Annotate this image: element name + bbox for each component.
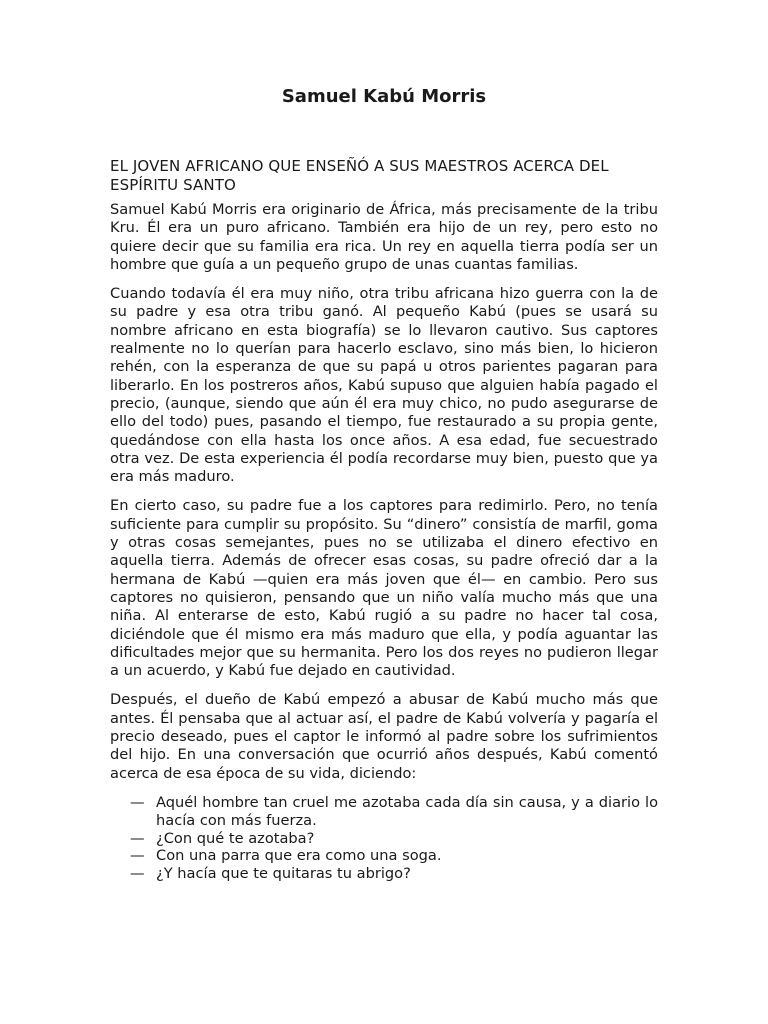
dialogue-line bbox=[130, 847, 658, 865]
dialogue-text: ¿Y hacía que te quitaras tu abrigo? bbox=[156, 865, 411, 883]
dialogue-list bbox=[110, 794, 658, 883]
dialogue-text: Aquél hombre tan cruel me azotaba cada día sin causa, y a diario lo hacía con más fuerza. bbox=[156, 793, 658, 829]
paragraph: Después, el dueño de Kabú empezó a abusar de Kabú mucho más que antes. Él pensaba que al actuar así, el padre de Kabú volvería y pagaría el precio deseado, pues el captor le informó al padre sobre los sufrimientos del hijo. En una conversación que ocurrió años después, Kabú comentó acerca de esa época de su vida, diciendo: bbox=[110, 691, 658, 782]
paragraph: En cierto caso, su padre fue a los captores para redimirlo. Pero, no tenía suficiente para cumplir su propósito. Su “dinero” consistía de marfil, goma y otras cosas semejantes, pues no se utilizaba el dinero efectivo en aquella tierra. Además de ofrecer esas cosas, su padre ofreció dar a la hermana de Kabú —quien era más joven que él— en cambio. Pero sus captores no quisieron, pensando que un niño valía mucho más que una niña. Al enterarse de esto, Kabú rugió a su padre no hacer tal cosa, diciéndole que él mismo era más maduro que ella, y podía aguantar las dificultades mejor que su hermanita. Pero los dos reyes no pudieron llegar a un acuerdo, y Kabú fue dejado en cautividad. bbox=[110, 497, 658, 680]
dialogue-line bbox=[130, 830, 658, 848]
document-title: Samuel Kabú Morris bbox=[281, 86, 487, 107]
paragraph: Cuando todavía él era muy niño, otra tribu africana hizo guerra con la de su padre y esa otra tribu ganó. Al pequeño Kabú (pues se usará su nombre africano en esta biografía) se lo llevaron cautivo. Sus captores realmente no lo querían para hacerlo esclavo, sino más bien, lo hicieron rehén, con la esperanza de que su papá u otros parientes pagaran para liberarlo. En los postreros años, Kabú supuso que alguien había pagado el precio, (aunque, siendo que aún él era muy chico, no pudo asegurarse de ello del todo) pues, pasando el tiempo, fue restaurado a su propia gente, quedándose con ella hasta los once años. A esa edad, fue secuestrado otra vez. De esta experiencia él podía recordarse muy bien, puesto que ya era más maduro. bbox=[110, 285, 658, 486]
dialogue-text: ¿Con qué te azotaba? bbox=[156, 829, 315, 847]
dialogue-dash: — bbox=[130, 847, 145, 865]
dialogue-dash: — bbox=[130, 793, 145, 811]
dialogue-text: Con una parra que era como una soga. bbox=[156, 847, 442, 865]
dialogue-dash: — bbox=[130, 865, 145, 883]
dialogue-line bbox=[130, 794, 658, 830]
paragraph: Samuel Kabú Morris era originario de África, más precisamente de la tribu Kru. Él era un puro africano. También era hijo de un rey, pero esto no quiere decir que su familia era rica. Un rey en aquella tierra podía ser un hombre que guía a un pequeño grupo de unas cuantas familias. bbox=[110, 201, 658, 273]
section-heading: EL JOVEN AFRICANO QUE ENSEÑÓ A SUS MAESTROS ACERCA DEL ESPÍRITU SANTO bbox=[110, 157, 609, 194]
dialogue-line bbox=[130, 865, 658, 883]
dialogue-dash: — bbox=[130, 829, 145, 847]
